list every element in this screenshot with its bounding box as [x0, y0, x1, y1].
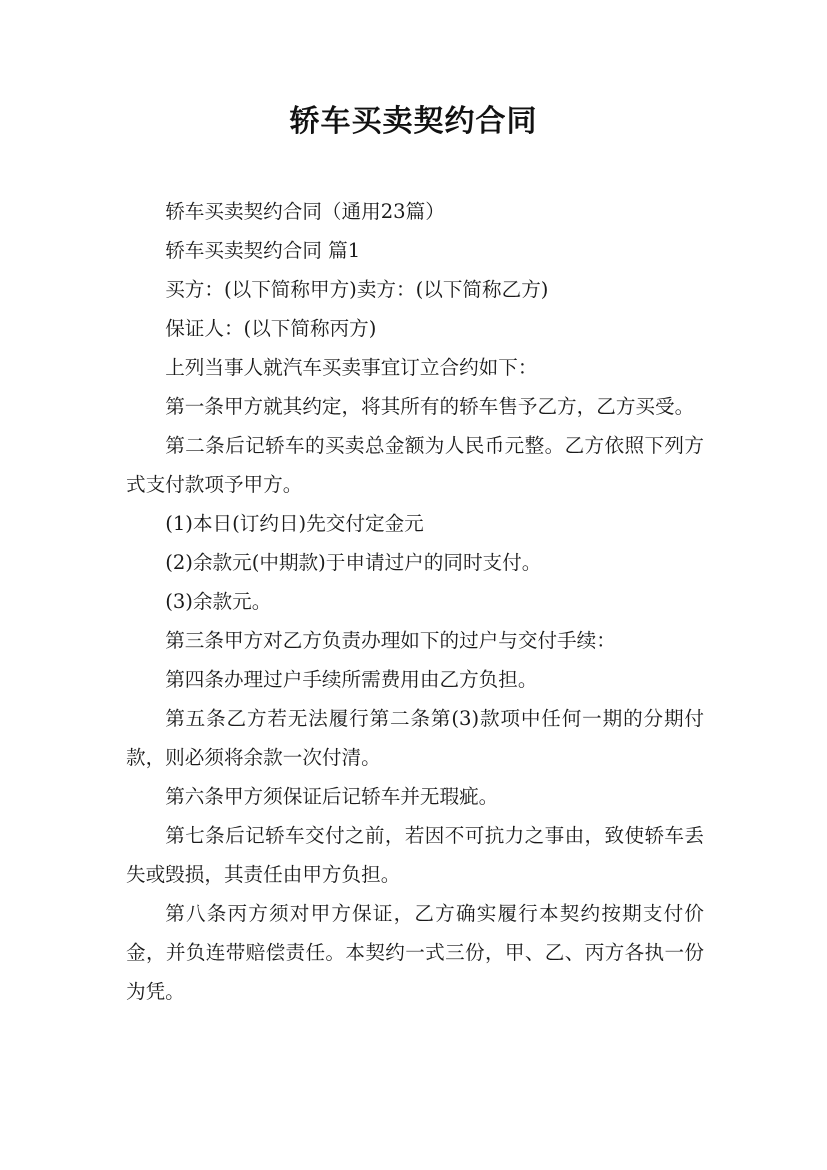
paragraph-article-7: 第七条后记轿车交付之前，若因不可抗力之事由，致使轿车丢失或毁损，其责任由甲方负担。: [126, 824, 704, 886]
document-title: 轿车买卖契约合同: [289, 104, 538, 139]
document-body: [126, 192, 704, 1011]
paragraph-article-6: 第六条甲方须保证后记轿车并无瑕疵。: [165, 785, 499, 808]
paragraph-article-5: 第五条乙方若无法履行第二条第(3)款项中任何一期的分期付款，则必须将余款一次付清。: [126, 707, 704, 769]
paragraph-heading-part-1: 轿车买卖契约合同 篇1: [165, 239, 361, 262]
paragraph-article-2: 第二条后记轿车的买卖总金额为人民币元整。乙方依照下列方式支付款项予甲方。: [126, 434, 704, 496]
paragraph-guarantor: 保证人：(以下简称丙方): [165, 317, 377, 340]
paragraph-article-8: 第八条丙方须对甲方保证，乙方确实履行本契约按期支付价金，并负连带赔偿责任。本契约一式三份，甲、乙、丙方各执一份为凭。: [126, 902, 704, 1003]
paragraph-article-4: 第四条办理过户手续所需费用由乙方负担。: [165, 668, 538, 691]
paragraph-parties: 买方：(以下简称甲方)卖方：(以下简称乙方): [165, 278, 549, 301]
paragraph-payment-3: (3)余款元。: [165, 590, 272, 613]
paragraph-heading-collection: 轿车买卖契约合同（通用23篇）: [165, 200, 445, 223]
paragraph-article-3: 第三条甲方对乙方负责办理如下的过户与交付手续：: [165, 629, 616, 652]
paragraph-payment-1: (1)本日(订约日)先交付定金元: [165, 512, 424, 535]
paragraph-article-1: 第一条甲方就其约定，将其所有的轿车售予乙方，乙方买受。: [165, 395, 695, 418]
paragraph-preamble: 上列当事人就汽车买卖事宜订立合约如下：: [165, 356, 538, 379]
paragraph-payment-2: (2)余款元(中期款)于申请过户的同时支付。: [165, 551, 542, 574]
